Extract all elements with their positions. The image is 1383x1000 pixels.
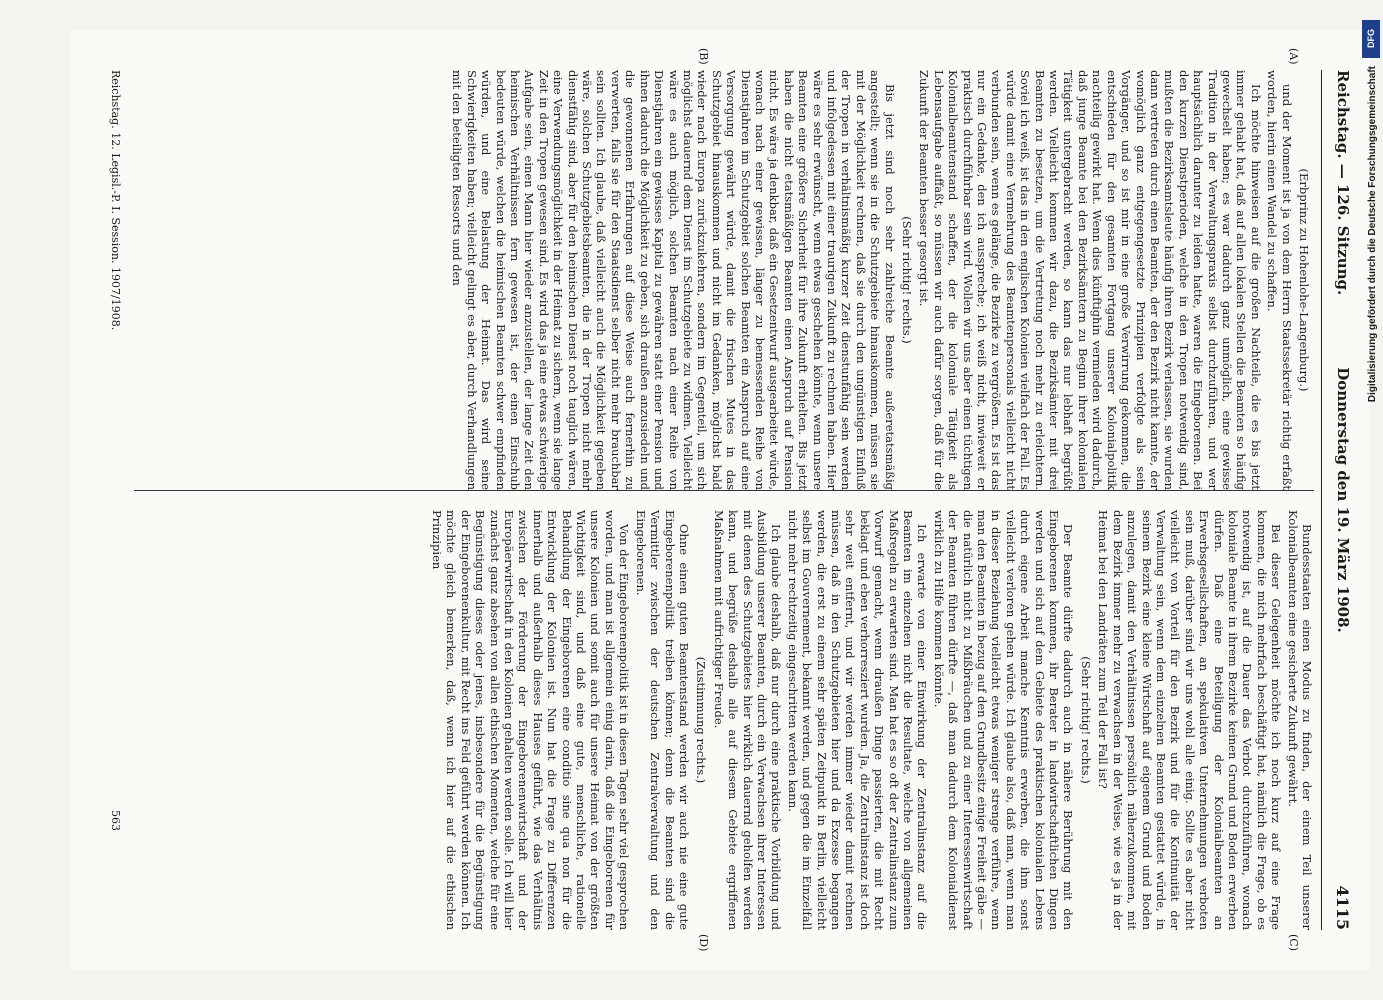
left-paragraph: Bis jetzt sind noch sehr zahlreiche Beamte außeretatsmäßig angestellt; wenn sie in die Schutzgebiete hinauskommen, müssen sie mit der Möglichkeit rechnen, daß sie durch den ungünstigen Einfluß der Tropen in verhältnismäßig kurzer Zeit dienstunfähig sein werden und infolgedessen mit einer traurigen Zukunft zu rechnen haben. Hier wäre es sehr erwünscht, wenn etwas geschehen könnte, wenn unsere Beamten eine größere Sicherheit für ihre Zukunft erhielten. Bis jetzt haben die nicht etatsmäßigen Beamten einen Anspruch auf Pension nicht. Es wäre ja denkbar, daß ein Gesetzentwurf ausgearbeitet würde, wonach nach einer gewissen, länger zu bemessenden Reihe von Dienstjahren im Schutzgebiet solchen Beamten ein Anspruch auf eine Versorgung gewährt würde, damit die frischen Mutes in das Schutzgebiet hinauskommen und nicht im Gedanken, möglichst bald wieder nach Europa zurückzukehren, sondern im Gegenteil, um sich möglichst dauernd dem Dienst im Schutzgebiete zu widmen. Vielleicht wäre es auch möglich, solchen Beamten nach einer Reihe von Dienstjahren ein gewisses Kapital zu gewähren statt einer Pension und ihnen dadurch die Möglichkeit zu geben, sich draußen anzusiedeln und die gewonnenen Erfahrungen auf diese Weise auch fernerhin zu verwerten, falls sie für den Staatsdienst selber nicht mehr brauchbar sein sollten. Ich glaube, daß vielleicht auch die Möglichkeit gegeben wäre, solchen Schutzgebietsbeamten, die in der Tropen nicht mehr dienstfähig sind, aber für den heimischen Dienst noch tauglich wären, eine Verwendungsmöglichkeit in der Heimat zu sichern, wenn sie lange Zeit in den Tropen gewesen sind. Es wird das ja eine etwas schwierige Aufgabe sein, einen Mann hier wieder anzustellen, der lange Zeit den heimischen Verhältnissen fern gewesen ist, der einen Einschub bedeuten würde, welchen die heimischen Beamten schwer empfinden würden, und eine Belastung der Heimat. Das wird seine Schwierigkeiten haben; vielleicht gelingt es aber, durch Verhandlungen mit den beteiligten Ressorts und den <box>450 70 897 490</box>
page-header <box>1322 70 1352 930</box>
margin-mark-b: (B) <box>697 48 710 65</box>
footer-source: Reichstag. 12. Legisl.-P. I. Session. 1907/1908. <box>109 70 122 331</box>
dfg-logo: DFG <box>1362 20 1380 58</box>
right-paragraph: Ohne einen guten Beamtenstand werden wir auch nie eine gute Eingeborenenpolitik treiben können; denn die Beamten sind die Vermittler zwischen der deutschen Zentralverwaltung und den Eingeborenen. <box>633 510 691 930</box>
page-number: 4115 <box>1333 885 1352 930</box>
applause-note: (Zustimmung rechts.) <box>694 656 709 784</box>
footer-signature: 563 <box>109 810 122 831</box>
right-paragraph: Bundesstaaten einen Modus zu finden, der einem Teil unserer Kolonialbeamten eine gesicherte Zukunft gewährt. <box>1285 510 1314 930</box>
right-paragraph: Ich erwarte von einer Einwirkung der Zentralinstanz auf die Beamten im einzelnen nicht die Resultate, welche von allgemeinen Maßregeln zu erwarten sind. Man hat es so oft der Zentralinstanz zum Vorwurf gemacht, wenn draußen Dinge passierten, die mit Recht beklagt und eben verhorresziert wurden. Ja, die Zentralinstanz ist doch sehr weit entfernt, und wir werden immer wieder damit rechnen müssen, daß in den Schutzgebieten hier und da Exzesse begangen werden, die erst zu einem sehr späten Zeitpunkt in Berlin, vielleicht selbst im Gouvernement, bekannt werden, und gegen die im Einzelfall nicht mehr rechtzeitig eingeschritten werden kann. <box>785 510 930 930</box>
margin-mark-d: (D) <box>697 934 710 952</box>
right-column <box>134 510 1314 930</box>
left-paragraph: und der Moment ist ja von dem Herrn Staatssekretär richtig erfaßt worden, hierin einen Wandel zu schaffen. <box>1265 70 1294 490</box>
header-center: Donnerstag den 19. März 1908. <box>1334 367 1352 633</box>
header-rule <box>1321 70 1322 930</box>
right-paragraph: Ich glaube deshalb, daß nur durch eine praktische Vorbildung und Ausbildung unserer Beamten, durch ein Verwachsen ihrer Interessen mit denen des Schutzgebietes hier wirklich dauernd geholfen werden kann, und begrüße deshalb alle auf diesem Gebiete ergriffenen Maßnahmen mit aufrichtiger Freude. <box>711 510 784 930</box>
digitization-sidebar <box>1357 10 1383 990</box>
applause-note: (Sehr richtig! rechts.) <box>900 216 915 344</box>
funding-note: Digitalisierung gefördert durch die Deutsche Forschungsgemeinschaft <box>1367 66 1378 403</box>
header-left: Reichstag. — 126. Sitzung. <box>1334 70 1352 296</box>
left-column <box>134 70 1314 490</box>
applause-note: (Sehr richtig! rechts.) <box>1078 656 1093 784</box>
right-paragraph: Von der Eingeborenenpolitik ist in diesen Tagen sehr viel gesprochen worden, und man ist allgemein einig darin, daß die Eingeborenen für unsere Kolonien und somit auch für unsere Heimat von der größten Wichtigkeit sind, und daß eine gute, menschliche, rationelle Behandlung der Eingeborenen eine conditio sine qua non für die Entwicklung der Kolonien ist. Nun hat die Frage zu Differenzen innerhalb und außerhalb dieses Hauses geführt, wie das Verhältnis zwischen der Förderung der Eingeborenenwirtschaft und der Europäerwirtschaft in den Kolonien gehalten werden solle. Ich will hier zunächst ganz absehen von allen ethischen Momenten, welche für eine Begünstigung dieses oder jenes, insbesondere für die Begünstigung der Eingeborenenkultur, mit Recht ins Feld geführt werden können. Ich möchte gleich bemerken, daß, wenn ich hier auf die ethischen Prinzipien <box>430 510 632 930</box>
right-paragraph: Bei dieser Gelegenheit möchte ich noch kurz auf eine Frage kommen, die mich mehrfach beschäftigt hat, nämlich die Frage, ob es notwendig ist, auf die Dauer das Verbot durchzuführen, wonach koloniale Beamte in ihrem Bezirke keinen Grund und Boden erwerben dürfen. Daß eine Beteiligung der Kolonialbeamten an Erwerbsgesellschaften, an spekulativen Unternehmungen verboten sein muß, darüber sind wir uns wohl alle einig. Sollte es aber nicht vielleicht von Vorteil für den Bezirk und für die Kontinuität der Verwaltung sein, wenn dem einzelnen Beamten gestattet würde, in seinem Bezirk eine kleine Wirtschaft auf eigenem Grund und Boden anzulegen, damit den Verhältnissen persönlich näherzukommen, mit dem Bezirk immer mehr zu verwachsen in der Weise, wie es ja in der Heimat bei den Landräten zum Teil der Fall ist? <box>1096 510 1284 930</box>
margin-mark-c: (C) <box>1287 934 1300 951</box>
right-paragraph: Der Beamte dürfte dadurch auch in nähere Berührung mit den Eingeborenen kommen, ihr Berater in landwirtschaftlichen Dingen werden und sich auf dem Gebiete des praktischen kolonialen Lebens durch eigene Arbeit manche Kenntnis erwerben, die ihm sonst vielleicht verloren gehen würde. Ich glaube also, daß man, wenn man in dieser Beziehung vielleicht etwas weniger strenge verführe, wenn man den Beamten in bezug auf den Grundbesitz einige Freiheit gäbe — die natürlich nicht zu Mißbräuchen und zu einer Interessenwirtschaft der Beamten führen dürfte —, daß man dadurch dem Kolonialdienst wirklich zu Hilfe kommen könnte. <box>931 510 1076 930</box>
speaker-intro: (Erbprinz zu Hohenlohe-Langenburg.) <box>1297 168 1311 392</box>
left-paragraph: Ich möchte hinweisen auf die großen Nachteile, die es bis jetzt immer gehabt hat, daß auf allen lokalen Stellen die Beamten so häufig gewechselt haben; es war dadurch ganz unmöglich, eine gewisse Tradition in der Verwaltungspraxis selbst durchzuführen, und wer hauptsächlich darunter zu leiden hatte, waren die Eingeborenen. Bei den kurzen Dienstperioden, welche in den Tropen notwendig sind, mußten die Bezirksamtsleute häufig ihren Bezirk verlassen, sie wurden dann vertreten durch einen Beamten, der den Bezirk nicht kannte, der womöglich ganz entgegengesetzte Prinzipien verfolgte als sein Vorgänger, und so ist mir in eine große Verwirrung gekommen, die entschieden für den gesamten Fortgang unserer Kolonialpolitik nachteilig gewirkt hat. Wenn dies künftighin vermieden wird dadurch, daß junge Beamte bei den Bezirksämtern zu Beginn ihrer kolonialen Tätigkeit untergebracht werden, so kann das nur lebhaft begrüßt werden. Vielleicht kommen wir dazu, die Bezirksämter mit drei Beamten zu besetzen, um die Vertretung noch mehr zu erleichtern. Soviel ich weiß, ist das in den englischen Kolonien vielfach der Fall. Es würde damit eine Vermehrung des Beamtenpersonals vielleicht nicht verbunden sein, wenn es gelänge, die Bezirke zu vergrößern. Es ist das nur ein Gedanke, den ich ausspreche; ich weiß nicht, inwieweit er praktisch durchführbar sein wird. Wollen wir uns aber einen tüchtigen Kolonialbeamtenstand schaffen, der die koloniale Tätigkeit als Lebensaufgabe auffaßt, so müssen wir auch dafür sorgen, daß für die Zukunft der Beamten besser gesorgt ist. <box>917 70 1263 490</box>
column-divider <box>134 490 1314 491</box>
newspaper-page <box>70 30 1370 970</box>
margin-mark-a: (A) <box>1287 48 1300 65</box>
